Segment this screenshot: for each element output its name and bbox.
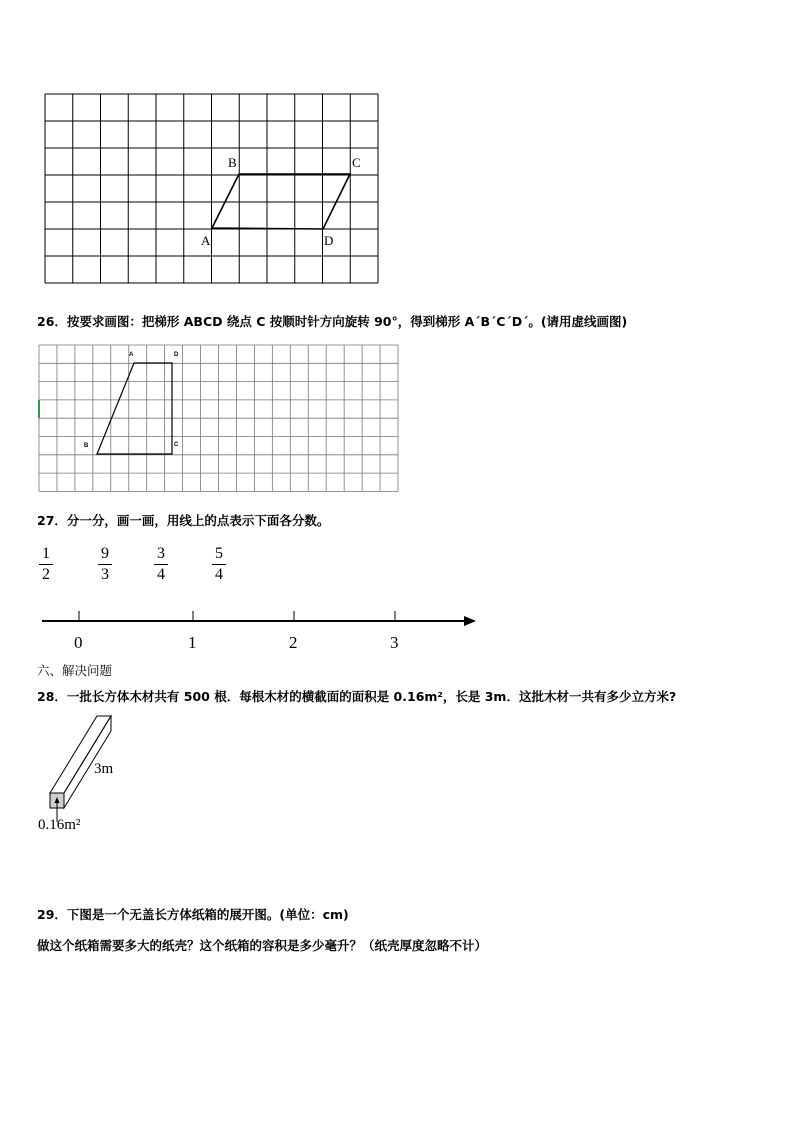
question-27-text: 27．分一分，画一画，用线上的点表示下面各分数。 — [37, 513, 330, 528]
trapezoid-label-a: A — [129, 352, 134, 358]
question-29-subtext: 做这个纸箱需要多大的纸壳？这个纸箱的容积是多少毫升？（纸壳厚度忽略不计） — [37, 938, 488, 953]
trapezoid-label-c: C — [174, 442, 179, 448]
question-29-text: 29．下图是一个无盖长方体纸箱的展开图。(单位：cm) — [37, 907, 349, 922]
point-label-c: C — [352, 155, 361, 170]
section-6-title: 六、解决问题 — [37, 663, 113, 678]
area-label: 0.16m² — [38, 817, 81, 833]
fraction-4-numerator: 5 — [215, 545, 223, 562]
fraction-1-numerator: 1 — [42, 545, 50, 562]
fraction-2-numerator: 9 — [101, 545, 109, 562]
number-line-label-3: 3 — [390, 633, 399, 652]
number-line-label-0: 0 — [74, 633, 83, 652]
fraction-3-denominator: 4 — [157, 566, 165, 583]
number-line-label-1: 1 — [188, 633, 197, 652]
point-label-a: A — [201, 233, 211, 248]
trapezoid-label-d: D — [174, 352, 179, 358]
point-label-b: B — [228, 155, 237, 170]
length-label: 3m — [94, 761, 114, 777]
number-line-label-2: 2 — [289, 633, 298, 652]
fraction-2-denominator: 3 — [101, 566, 109, 583]
point-label-d: D — [324, 233, 334, 248]
fraction-4-denominator: 4 — [215, 566, 223, 583]
trapezoid-label-b: B — [84, 443, 89, 449]
fraction-3-numerator: 3 — [157, 545, 165, 562]
question-28-text: 28．一批长方体木材共有 500 根．每根木材的横截面的面积是 0.16m²，长是 3m．这批木材一共有多少立方米? — [37, 689, 677, 704]
fraction-1-denominator: 2 — [42, 566, 50, 583]
question-26-text: 26．按要求画图：把梯形 ABCD 绕点 C 按顺时针方向旋转 90°，得到梯形 A´B´C´D´。(请用虚线画图) — [37, 314, 628, 329]
